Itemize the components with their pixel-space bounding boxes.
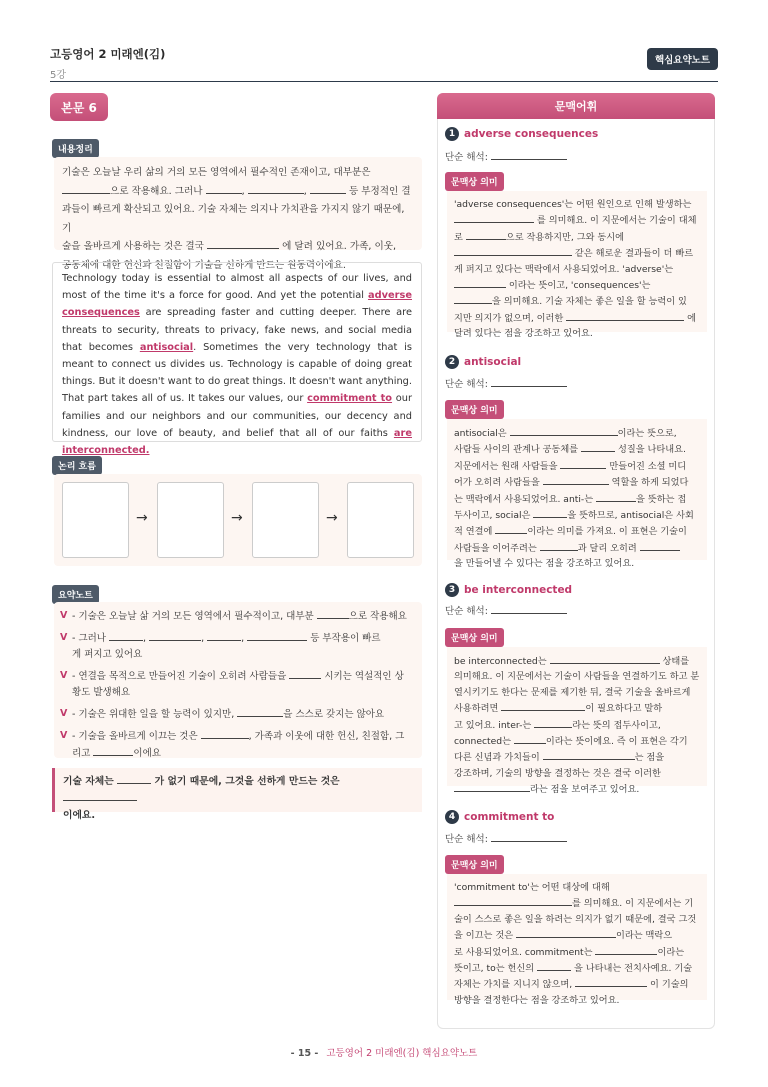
context-text: 술이 스스로 좋은 일을 하려는 의지가 없기 때문에, 결국 그것 — [454, 913, 697, 925]
context-text: 이 기술의 — [650, 979, 689, 991]
answer-blank[interactable] — [454, 277, 506, 288]
context-text: 을 의미해요. 기술 자체는 좋은 일을 할 능력이 있 — [492, 296, 687, 308]
note-item — [60, 728, 416, 762]
context-text: 성질을 나타내요. — [617, 444, 686, 456]
answer-blank[interactable] — [247, 630, 307, 641]
context-text: 자체는 가치를 지니지 않으며, — [454, 979, 573, 991]
page-number: - 15 - — [290, 1048, 319, 1059]
context-text: 를 의미해요. 이 지문에서는 기술이 대체 — [536, 215, 697, 227]
page-header — [50, 46, 718, 82]
context-text: 'commitment to'는 어떤 대상에 대해 — [454, 882, 610, 893]
summary-text: 술을 올바르게 사용하는 것은 결국 — [62, 241, 204, 252]
context-text: 지문에서는 원래 사람들을 — [454, 460, 558, 472]
flow-step-box[interactable] — [347, 482, 414, 558]
answer-blank[interactable] — [550, 653, 660, 664]
context-text: 어가 오히려 사람들을 — [454, 477, 540, 489]
answer-blank[interactable] — [533, 507, 567, 518]
simple-label: 단순 해석: — [445, 606, 488, 617]
context-text: 는 점을 — [634, 752, 665, 764]
answer-blank[interactable] — [566, 310, 684, 321]
context-text: 을 나타내는 전치사예요. 기술 — [573, 963, 693, 975]
answer-blank[interactable] — [454, 781, 530, 792]
answer-blank[interactable] — [596, 491, 636, 502]
answer-blank[interactable] — [516, 927, 616, 938]
answer-blank[interactable] — [491, 603, 567, 614]
answer-blank[interactable] — [466, 229, 506, 240]
summary-text: 기술은 오늘날 우리 삶의 거의 모든 영역에서 필수적인 존재이고, 대부분은 — [62, 167, 371, 178]
context-text: 의미해요. 이 지문에서는 기술이 사람들을 연결하기도 하고 분 — [454, 671, 700, 683]
answer-blank[interactable] — [581, 441, 615, 452]
note-text: - 기술은 오늘날 삶 거의 모든 영역에서 필수적이고, 대부분 — [72, 611, 314, 622]
answer-blank[interactable] — [491, 376, 567, 387]
summary-text: , — [241, 185, 245, 197]
answer-blank[interactable] — [543, 749, 635, 760]
simple-label: 단순 해석: — [445, 834, 488, 845]
answer-blank[interactable] — [201, 728, 249, 739]
summary-text: , — [303, 185, 307, 197]
key-point-box — [52, 768, 422, 821]
vocab-term: antisocial — [464, 356, 522, 368]
answer-blank[interactable] — [537, 960, 571, 971]
context-tag: 문맥상 의미 — [445, 628, 504, 647]
vocab-term: be interconnected — [464, 584, 573, 596]
answer-blank[interactable] — [575, 976, 647, 987]
highlight-are-interconnected[interactable]: are interconnected. — [62, 427, 412, 457]
note-text: 을 스스로 갖지는 않아요 — [283, 709, 385, 720]
note-item — [60, 608, 416, 625]
context-text: 에 — [687, 312, 697, 324]
summary-text: 에 달려 있어요. 가족, 이웃, — [282, 241, 397, 252]
context-text: 같은 해로운 결과들이 더 빠르 — [574, 248, 694, 260]
note-text: - 기술을 올바르게 이끄는 것은 — [72, 731, 198, 742]
context-box — [447, 647, 707, 796]
vocab-title — [445, 355, 521, 369]
context-text: 을 뜻하므로, antisocial은 사회 — [567, 510, 694, 522]
number-badge: 1 — [445, 127, 459, 141]
context-text: connected는 — [454, 736, 511, 748]
answer-blank[interactable] — [454, 212, 534, 223]
context-text: 을 이끄는 것은 — [454, 930, 514, 942]
highlight-commitment-to[interactable]: commitment to — [307, 393, 393, 405]
context-text: 를 의미해요. 이 지문에서는 기 — [572, 898, 694, 910]
answer-blank[interactable] — [514, 733, 546, 744]
context-text: 이라는 뜻이고, 'consequences'는 — [508, 280, 651, 292]
answer-blank[interactable] — [62, 183, 110, 194]
context-text: 이라는 — [657, 946, 685, 958]
context-text: 역할을 하게 되었다 — [611, 477, 689, 489]
vocab-title — [445, 583, 572, 597]
note-text: 시키는 역설적인 상 — [324, 671, 404, 682]
answer-blank[interactable] — [491, 149, 567, 160]
answer-blank[interactable] — [206, 183, 242, 194]
context-text: 사람들 사이의 관계나 공동체를 — [454, 444, 579, 456]
context-box — [447, 191, 707, 340]
answer-blank[interactable] — [540, 540, 578, 551]
check-v-icon: V — [60, 632, 68, 643]
answer-blank[interactable] — [534, 717, 572, 728]
note-text: 황도 발생해요 — [72, 687, 131, 698]
summary-text: 으로 작용해요. 그러나 — [110, 185, 203, 197]
summary-text: 공동체에 대한 헌신과 친절함이 기술을 선하게 만드는 원동력이에요. — [62, 259, 346, 271]
lesson-label: 5강 — [50, 70, 67, 81]
note-text: , — [241, 633, 245, 644]
answer-blank[interactable] — [560, 458, 606, 469]
answer-blank[interactable] — [237, 706, 283, 717]
simple-translation — [445, 603, 567, 617]
context-text: 사용하려면 — [454, 703, 499, 715]
note-text: - 연결을 목적으로 만들어진 기술이 오히려 사람들을 — [72, 671, 287, 682]
note-text: - 기술은 위대한 일을 할 능력이 있지만, — [72, 709, 235, 720]
answer-blank[interactable] — [117, 773, 151, 784]
context-text: 을 만들어낼 수 있다는 점을 강조하고 있어요. — [454, 558, 635, 570]
vocab-title — [445, 127, 598, 141]
check-v-icon: V — [60, 610, 68, 621]
context-text: 이라는 뜻이에요. 즉 이 표현은 각기 — [545, 736, 688, 748]
key-text: 기술 자체는 — [63, 776, 114, 787]
vocab-term: commitment to — [464, 811, 555, 823]
simple-translation — [445, 831, 567, 845]
answer-blank[interactable] — [495, 523, 527, 534]
context-text: 게 퍼지고 있다는 맥락에서 사용되었어요. 'adverse'는 — [454, 263, 674, 275]
context-text: 과 달리 오히려 — [577, 542, 637, 554]
answer-blank[interactable] — [248, 183, 304, 194]
note-item — [60, 630, 416, 663]
context-tag: 문맥상 의미 — [445, 400, 504, 419]
answer-blank[interactable] — [63, 790, 137, 801]
note-text: 리고 — [72, 748, 91, 759]
summary-box — [54, 157, 422, 271]
note-text: - 그러나 — [72, 633, 106, 644]
passage-box — [52, 259, 422, 457]
vocab-title — [445, 810, 554, 824]
note-text: , 가족과 이웃에 대한 헌신, 친절함, 그 — [248, 731, 405, 742]
flow-step-box[interactable] — [62, 482, 129, 558]
answer-blank[interactable] — [595, 944, 657, 955]
context-text: 는 맥락에서 사용되었어요. anti-는 — [454, 493, 594, 505]
context-text: 강조하며, 기술의 방향을 결정하는 것은 결국 이러한 — [454, 767, 661, 779]
key-text: 가 없기 때문에, 그것을 선하게 만드는 것은 — [154, 776, 340, 787]
simple-label: 단순 해석: — [445, 152, 488, 163]
context-text: 라는 뜻의 접두사이고, — [572, 719, 661, 731]
simple-translation — [445, 149, 567, 163]
context-text: 뜻이고, to는 헌신의 — [454, 963, 535, 975]
flow-tag: 논리 흐름 — [52, 456, 102, 475]
summary-tag: 내용정리 — [52, 139, 99, 158]
number-badge: 2 — [445, 355, 459, 369]
flow-step-box[interactable] — [157, 482, 224, 558]
answer-blank[interactable] — [640, 540, 680, 551]
number-badge: 3 — [445, 583, 459, 597]
notes-tag: 요약노트 — [52, 585, 99, 604]
answer-blank[interactable] — [510, 425, 618, 436]
vocab-term: adverse consequences — [464, 128, 599, 140]
context-text: 으로 작용하지만, 그와 동시에 — [505, 231, 624, 243]
context-text: be interconnected는 — [454, 656, 547, 667]
summary-text: 등 부정적인 결 — [348, 185, 411, 197]
context-tag: 문맥상 의미 — [445, 855, 504, 874]
page-footer — [0, 1045, 768, 1059]
answer-blank[interactable] — [317, 608, 349, 619]
context-tag: 문맥상 의미 — [445, 172, 504, 191]
context-box — [447, 419, 707, 570]
context-text: 이 필요하다고 말하 — [585, 703, 663, 715]
note-text: 게 퍼지고 있어요 — [72, 649, 143, 660]
answer-blank[interactable] — [310, 183, 346, 194]
context-text: 지만 의지가 없으며, 이러한 — [454, 312, 564, 324]
note-text: 등 부작용이 빠르 — [310, 633, 381, 644]
context-text: 열시키기도 한다는 문제를 제기한 뒤, 결국 기술을 올바르게 — [454, 686, 691, 698]
section-tab: 본문 6 — [50, 93, 108, 121]
passage-text: . Sometimes the very technology that is meant to connect us divides us. Technology is capable of doing great things. But it doesn't want to do great things. It doesn't want anything. That part takes all of us. It takes our values, our — [62, 341, 412, 405]
answer-blank[interactable] — [501, 700, 585, 711]
context-text: 고 있어요. inter-는 — [454, 719, 532, 731]
context-text: 만들어진 소셜 미디 — [609, 460, 687, 472]
answer-blank[interactable] — [454, 245, 572, 256]
note-text: , — [201, 633, 205, 644]
answer-blank[interactable] — [207, 238, 279, 249]
footer-title: 고등영어 2 미래엔(김) 핵심요약노트 — [326, 1048, 478, 1059]
passage-text: Technology today is essential to almost all aspects of our lives, and most of the time it's a force for good. And yet the potential — [62, 273, 412, 302]
context-text: 상태를 — [662, 656, 690, 667]
context-text: 'adverse consequences'는 어떤 원인으로 인해 발생하는 — [454, 199, 692, 210]
highlight-antisocial[interactable]: antisocial — [139, 341, 194, 353]
simple-translation — [445, 376, 567, 390]
answer-blank[interactable] — [109, 630, 143, 641]
context-text: 이라는 뜻으로, — [617, 428, 677, 439]
context-vocab-header: 문맥어휘 — [437, 93, 715, 119]
note-text: 이에요 — [133, 748, 161, 759]
context-text: 달려 있다는 점을 강조하고 있어요. — [454, 328, 593, 340]
answer-blank[interactable] — [149, 630, 201, 641]
context-text: 로 — [454, 231, 463, 243]
simple-label: 단순 해석: — [445, 379, 488, 390]
arrow-right-icon: → — [231, 510, 243, 526]
logic-flow-box — [54, 474, 422, 566]
check-v-icon: V — [60, 730, 68, 741]
answer-blank[interactable] — [93, 745, 133, 756]
note-item — [60, 668, 416, 701]
arrow-right-icon: → — [136, 510, 148, 526]
answer-blank[interactable] — [491, 831, 567, 842]
flow-step-box[interactable] — [252, 482, 319, 558]
number-badge: 4 — [445, 810, 459, 824]
context-text: 두사이고, social은 — [454, 510, 531, 522]
answer-blank[interactable] — [207, 630, 241, 641]
context-box — [447, 874, 707, 1006]
key-text: 이에요. — [63, 810, 96, 821]
context-text: 다른 신념과 가치들이 — [454, 752, 540, 764]
context-text: 로 사용되었어요. commitment는 — [454, 946, 593, 958]
context-text: antisocial은 — [454, 428, 507, 439]
check-v-icon: V — [60, 670, 68, 681]
answer-blank[interactable] — [454, 293, 492, 304]
context-text: 사람들을 이어주려는 — [454, 542, 537, 554]
context-text: 이라는 맥락으 — [616, 930, 673, 942]
answer-blank[interactable] — [543, 474, 609, 485]
note-badge: 핵심요약노트 — [647, 48, 718, 70]
answer-blank[interactable] — [289, 668, 321, 679]
note-text: 으로 작용해요 — [348, 611, 407, 622]
book-title: 고등영어 2 미래엔(김) — [50, 47, 166, 61]
answer-blank[interactable] — [454, 895, 572, 906]
summary-text: 과들이 빠르게 확산되고 있어요. 기술 자체는 의지나 가치관을 가지지 않기 때문에, 기 — [62, 204, 405, 234]
summary-notes-box — [54, 602, 422, 758]
context-text: 이라는 의미를 가져요. 이 표현은 기술이 — [527, 526, 687, 538]
context-text: 방향을 결정한다는 점을 강조하고 있어요. — [454, 994, 620, 1006]
arrow-right-icon: → — [326, 510, 338, 526]
note-item — [60, 706, 416, 723]
passage-text: are spreading faster and cutting deeper. There are threats to security, threats to privacy, fake news, and social media that becomes — [62, 307, 412, 353]
passage-text: our families and our neighbors and our communities, our decency and kindness, our love of beauty, and belief that all of our faiths — [62, 393, 412, 439]
check-v-icon: V — [60, 708, 68, 719]
highlight-adverse-consequences[interactable]: adverse consequences — [62, 290, 412, 319]
context-text: 을 뜻하는 접 — [636, 493, 687, 505]
context-text: 적 연결에 — [454, 526, 493, 538]
context-text: 라는 점을 보여주고 있어요. — [530, 784, 640, 796]
note-text: , — [143, 633, 147, 644]
